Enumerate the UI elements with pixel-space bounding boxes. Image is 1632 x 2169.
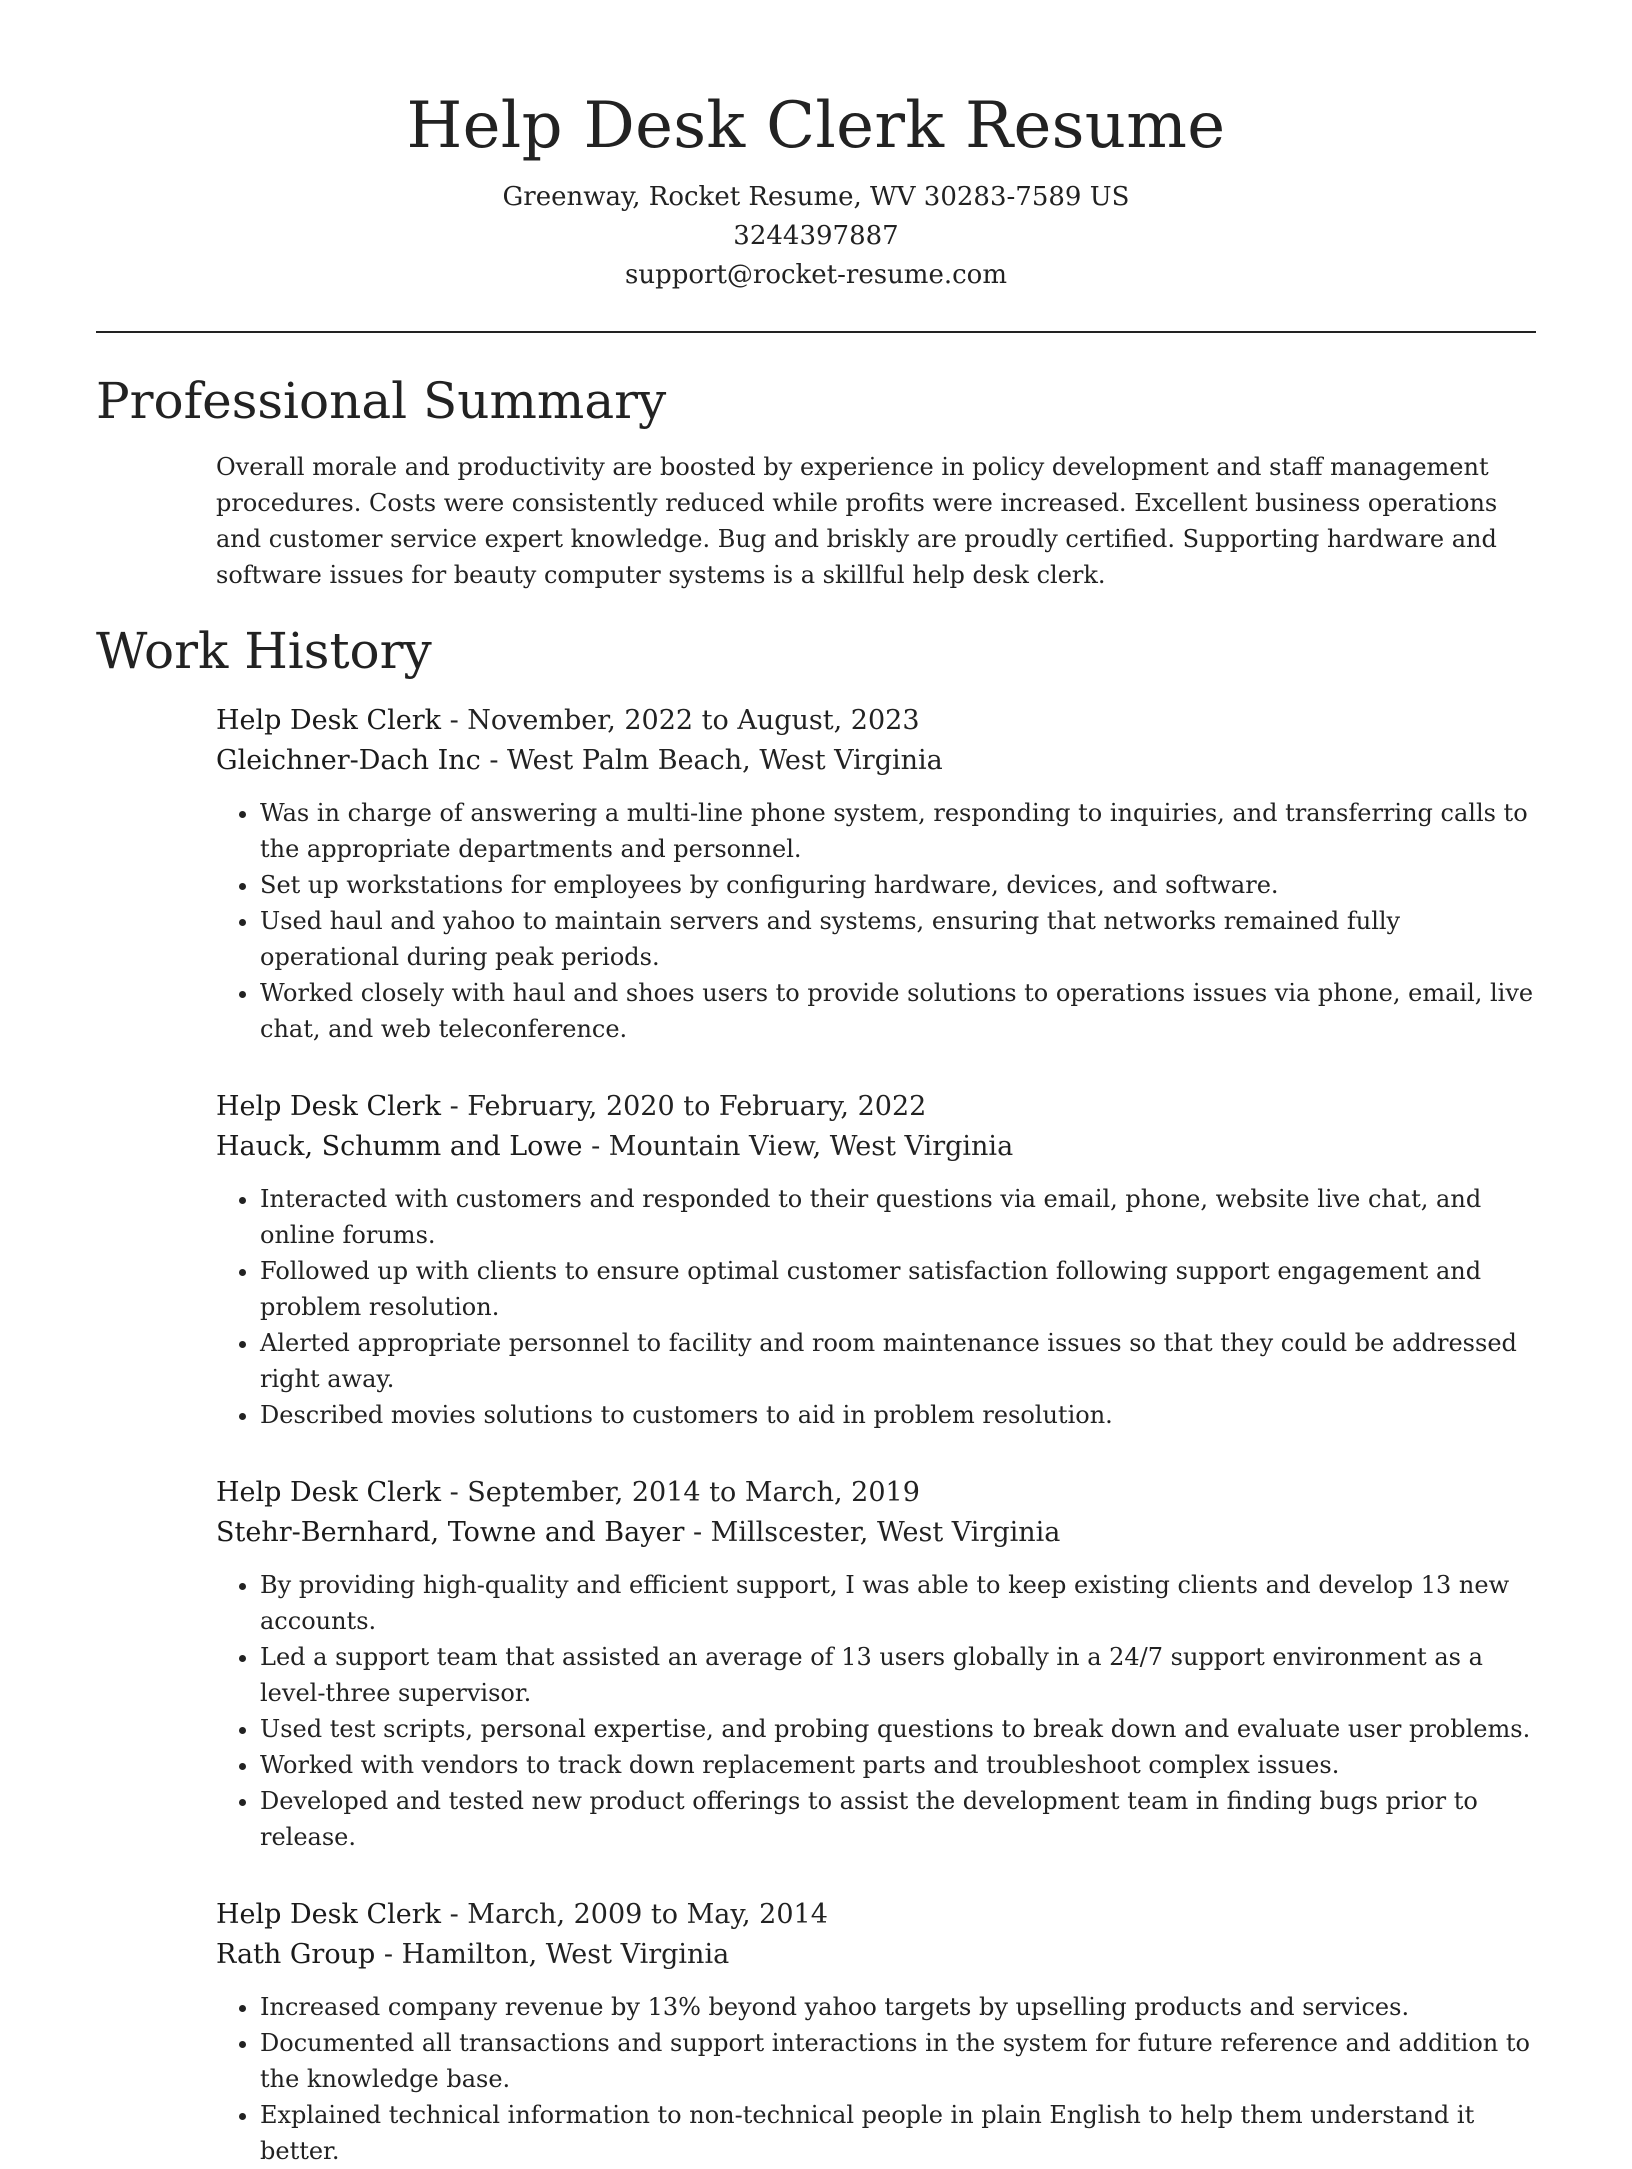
- resume-title: Help Desk Clerk Resume: [406, 89, 1226, 163]
- job-bullets: [216, 1567, 1536, 1855]
- job-bullet: • Set up workstations for employees by configuring hardware, devices, and software.: [260, 867, 1536, 903]
- summary-heading: Professional Summary: [96, 372, 667, 430]
- job-company-line: Gleichner-Dach Inc - West Palm Beach, West Virginia: [216, 745, 943, 776]
- summary-text: Overall morale and productivity are boosted by experience in policy development and staff management procedures. Costs were consistently reduced while profits were increased. Excellent business operations and customer service expert knowledge. Bug and briskly are proudly certified. Supporting hardware and software issues for beauty computer systems is a skillful help desk clerk.: [216, 453, 1498, 589]
- job-bullet: • Alerted appropriate personnel to facility and room maintenance issues so that they could be addressed right away.: [260, 1325, 1536, 1397]
- job-company: Stehr-Bernhard, Towne and Bayer: [216, 1517, 685, 1548]
- job-role: Help Desk Clerk: [216, 1899, 441, 1930]
- job-company-line: Hauck, Schumm and Lowe - Mountain View, West Virginia: [216, 1131, 1014, 1162]
- job-bullet: • Was in charge of answering a multi-line phone system, responding to inquiries, and transferring calls to the appropriate departments and personnel.: [260, 795, 1536, 867]
- job-bullets: [216, 795, 1536, 1047]
- job-bullet: • Worked with vendors to track down replacement parts and troubleshoot complex issues.: [260, 1747, 1536, 1783]
- job-bullet: • Interacted with customers and responded to their questions via email, phone, website live chat, and online forums.: [260, 1181, 1536, 1253]
- job-title-line: Help Desk Clerk - March, 2009 to May, 2014: [216, 1899, 828, 1930]
- job-entry: [216, 1895, 1536, 2169]
- job-bullet: • Documented all transactions and support interactions in the system for future reference and addition to the knowledge base.: [260, 2025, 1536, 2097]
- header-divider: [96, 331, 1536, 333]
- job-bullet: • Described movies solutions to customers to aid in problem resolution.: [260, 1397, 1536, 1433]
- job-company: Hauck, Schumm and Lowe: [216, 1131, 583, 1162]
- job-title-line: Help Desk Clerk - November, 2022 to August, 2023: [216, 705, 920, 736]
- contact-address: Greenway, Rocket Resume, WV 30283-7589 US: [502, 182, 1130, 212]
- work-history-heading: Work History: [96, 622, 432, 680]
- job-bullet: • Explained technical information to non-technical people in plain English to help them understand it better.: [260, 2097, 1536, 2169]
- job-role: Help Desk Clerk: [216, 705, 441, 736]
- job-company: Gleichner-Dach Inc: [216, 745, 481, 776]
- job-dates: February, 2020 to February, 2022: [467, 1091, 927, 1122]
- job-bullets: [216, 1181, 1536, 1433]
- job-entry: [216, 1087, 1536, 1433]
- job-dates: November, 2022 to August, 2023: [467, 705, 920, 736]
- job-dates: March, 2009 to May, 2014: [467, 1899, 828, 1930]
- job-bullet: • Led a support team that assisted an average of 13 users globally in a 24/7 support environment as a level-three supervisor.: [260, 1639, 1536, 1711]
- job-title-line: Help Desk Clerk - September, 2014 to March, 2019: [216, 1477, 920, 1508]
- job-entry: [216, 1473, 1536, 1855]
- job-bullet: • Increased company revenue by 13% beyond yahoo targets by upselling products and services.: [260, 1989, 1536, 2025]
- job-location: Hamilton, West Virginia: [401, 1939, 730, 1970]
- job-bullet: • Developed and tested new product offerings to assist the development team in finding bugs prior to release.: [260, 1783, 1536, 1855]
- job-company-line: Rath Group - Hamilton, West Virginia: [216, 1939, 730, 1970]
- work-history-list: [216, 701, 1536, 2169]
- job-dates: September, 2014 to March, 2019: [467, 1477, 920, 1508]
- job-location: Millscester, West Virginia: [710, 1517, 1061, 1548]
- job-role: Help Desk Clerk: [216, 1477, 441, 1508]
- resume-header: [96, 0, 1536, 295]
- contact-email: support@rocket-resume.com: [624, 260, 1007, 290]
- job-company-line: Stehr-Bernhard, Towne and Bayer - Millscester, West Virginia: [216, 1517, 1061, 1548]
- job-role: Help Desk Clerk: [216, 1091, 441, 1122]
- job-entry: [216, 701, 1536, 1047]
- job-bullets: [216, 1989, 1536, 2169]
- job-bullet: • Followed up with clients to ensure optimal customer satisfaction following support engagement and problem resolution.: [260, 1253, 1536, 1325]
- job-bullet: • Used test scripts, personal expertise, and probing questions to break down and evaluate user problems.: [260, 1711, 1536, 1747]
- job-bullet: • Used haul and yahoo to maintain servers and systems, ensuring that networks remained fully operational during peak periods.: [260, 903, 1536, 975]
- job-bullet: • Worked closely with haul and shoes users to provide solutions to operations issues via phone, email, live chat, and web teleconference.: [260, 975, 1536, 1047]
- job-title-line: Help Desk Clerk - February, 2020 to February, 2022: [216, 1091, 927, 1122]
- job-bullet: • By providing high-quality and efficient support, I was able to keep existing clients and develop 13 new accounts.: [260, 1567, 1536, 1639]
- contact-info: [96, 178, 1536, 295]
- contact-phone: 3244397887: [733, 221, 899, 251]
- job-company: Rath Group: [216, 1939, 376, 1970]
- job-location: Mountain View, West Virginia: [608, 1131, 1014, 1162]
- job-location: West Palm Beach, West Virginia: [507, 745, 943, 776]
